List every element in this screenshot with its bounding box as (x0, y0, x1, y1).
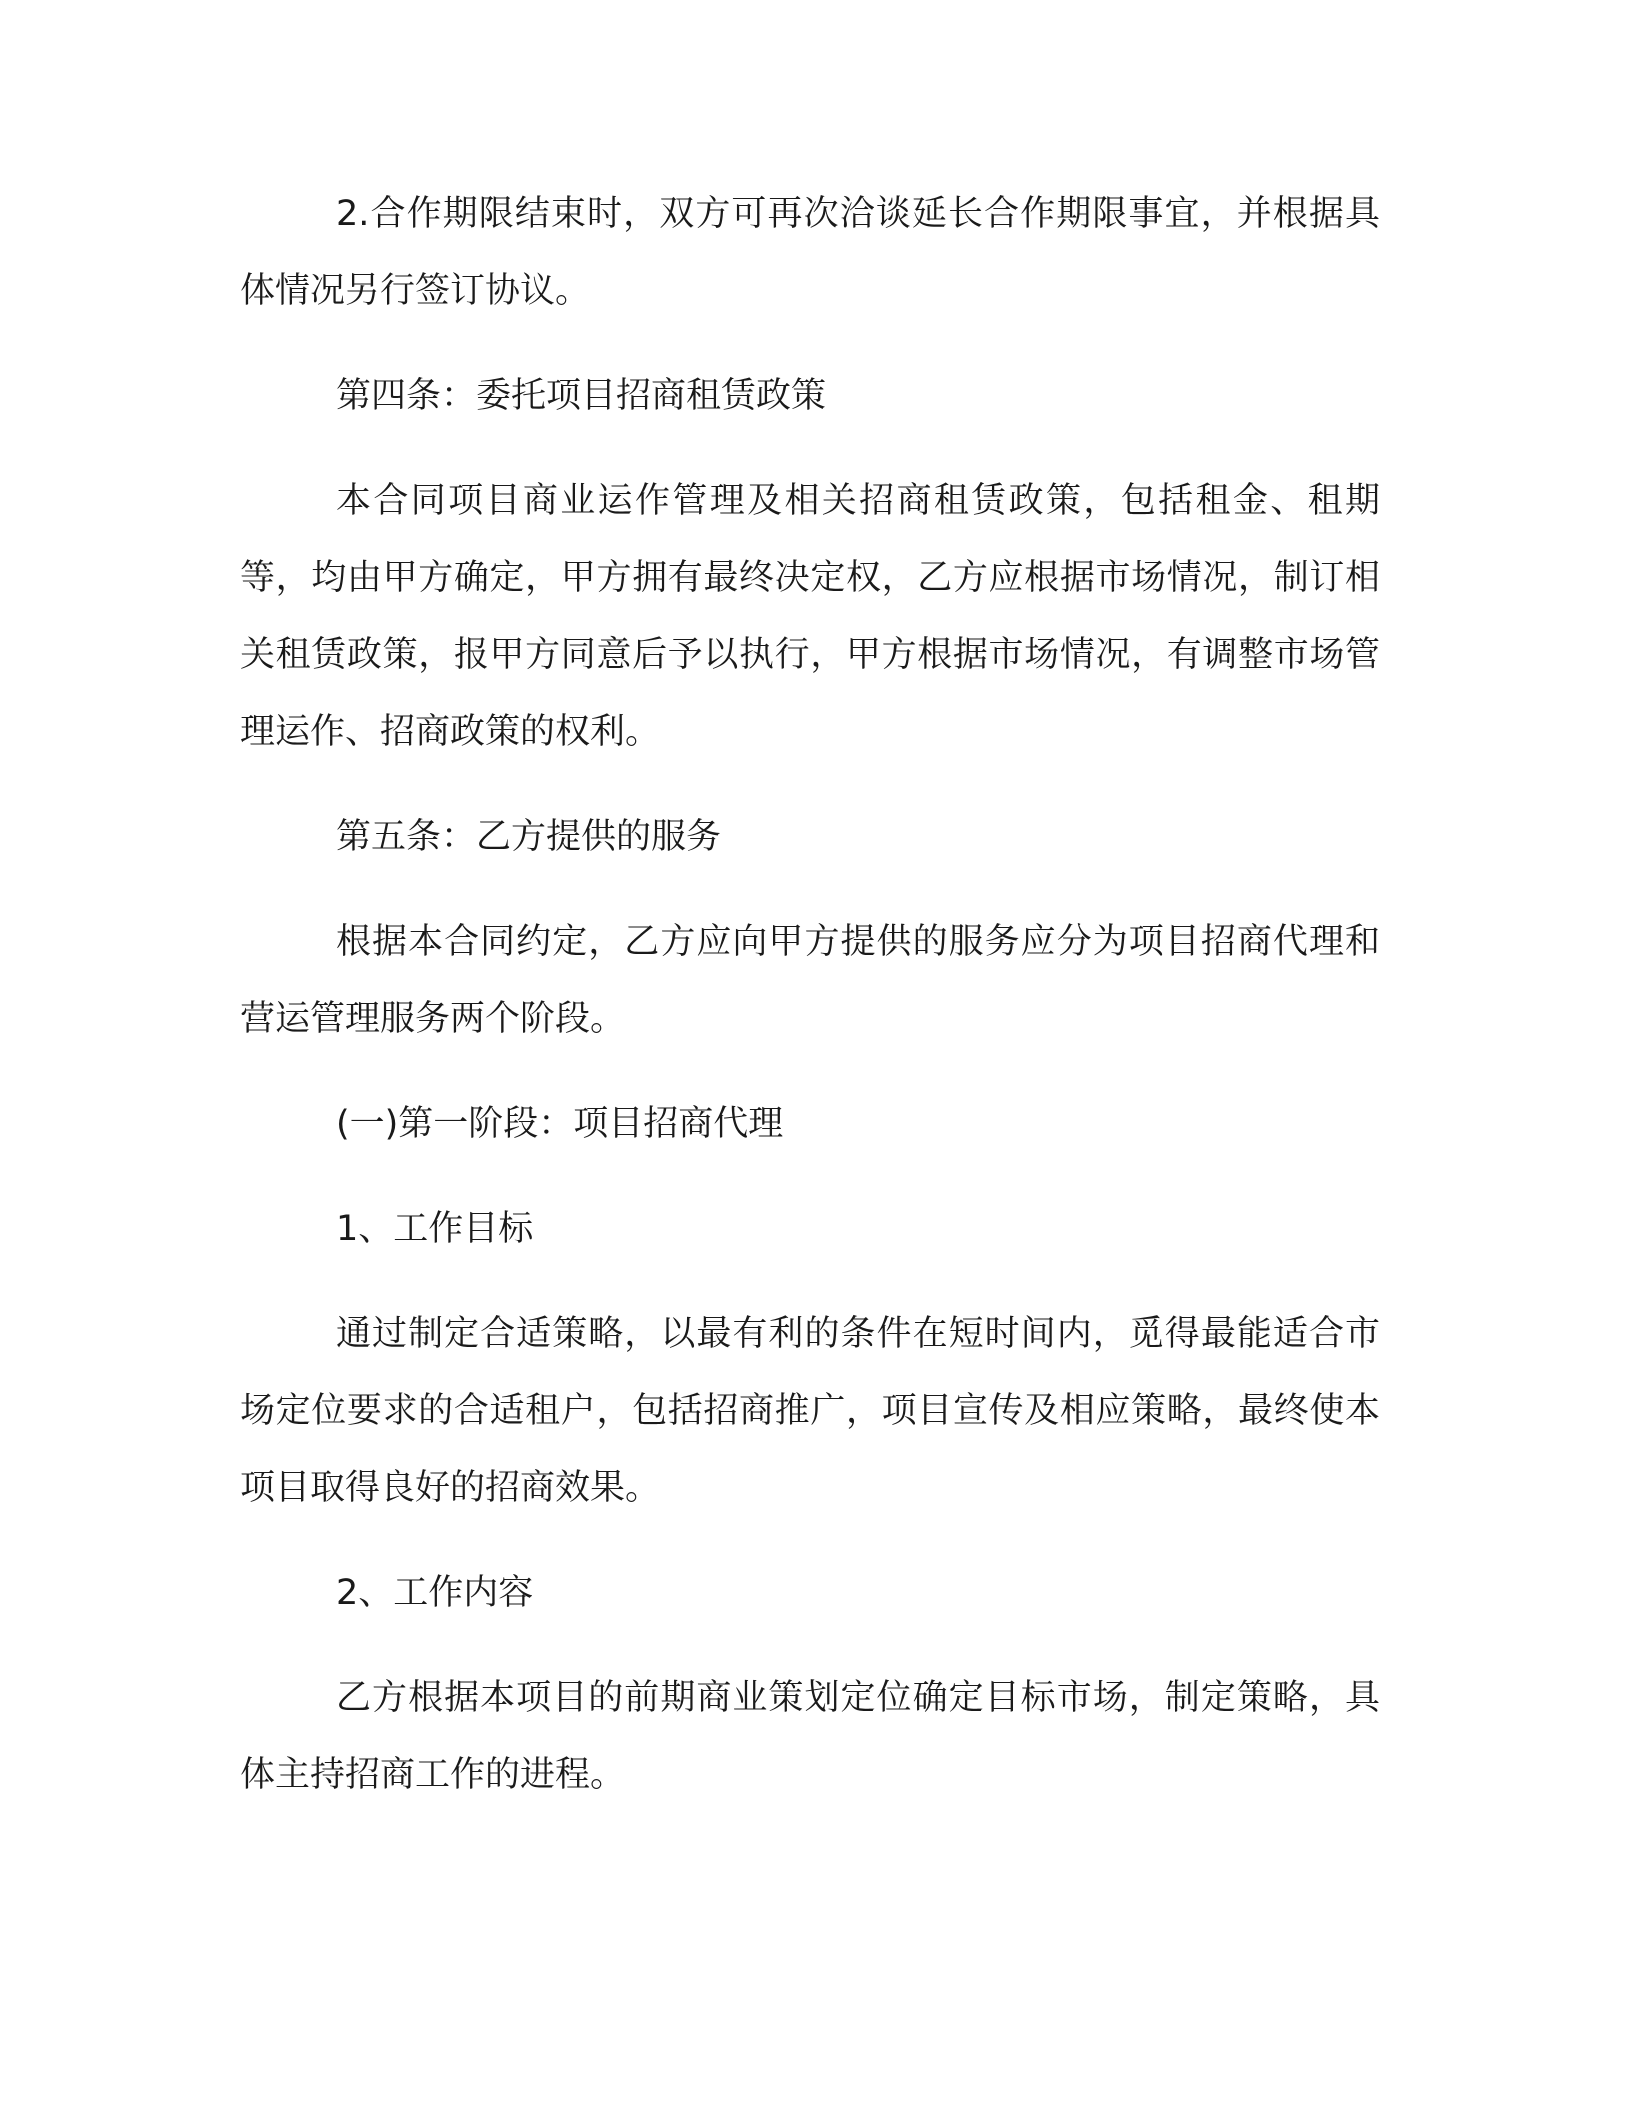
spacer (240, 435, 1380, 463)
heading-article-4: 第四条：委托项目招商租赁政策 (336, 376, 827, 416)
paragraph-work-content: 乙方根据本项目的前期商业策划定位确定目标市场，制定策略，具体主持招商工作的进程。 (240, 1678, 1380, 1795)
spacer (240, 1527, 1380, 1555)
paragraph-cooperation-term: 2.合作期限结束时，双方可再次洽谈延长合作期限事宜，并根据具体情况另行签订协议。 (240, 194, 1380, 311)
spacer (240, 1632, 1380, 1660)
heading-work-content: 2、工作内容 (336, 1573, 534, 1613)
document-page (240, 176, 1380, 1814)
spacer (240, 876, 1380, 904)
spacer (240, 771, 1380, 799)
heading-article-5: 第五条：乙方提供的服务 (336, 817, 722, 857)
spacer (240, 1268, 1380, 1296)
heading-work-goal: 1、工作目标 (336, 1209, 534, 1249)
spacer (240, 1163, 1380, 1191)
paragraph-service-stages: 根据本合同约定，乙方应向甲方提供的服务应分为项目招商代理和营运管理服务两个阶段。 (240, 922, 1380, 1039)
spacer (240, 330, 1380, 358)
heading-stage-1: (一)第一阶段：项目招商代理 (336, 1104, 784, 1144)
paragraph-work-goal: 通过制定合适策略，以最有利的条件在短时间内，觅得最能适合市场定位要求的合适租户，包括招商推广，项目宣传及相应策略，最终使本项目取得良好的招商效果。 (240, 1314, 1380, 1508)
spacer (240, 1058, 1380, 1086)
paragraph-leasing-policy: 本合同项目商业运作管理及相关招商租赁政策，包括租金、租期等，均由甲方确定，甲方拥有最终决定权，乙方应根据市场情况，制订相关租赁政策，报甲方同意后予以执行，甲方根据市场情况，有调整市场管理运作、招商政策的权利。 (240, 481, 1380, 752)
